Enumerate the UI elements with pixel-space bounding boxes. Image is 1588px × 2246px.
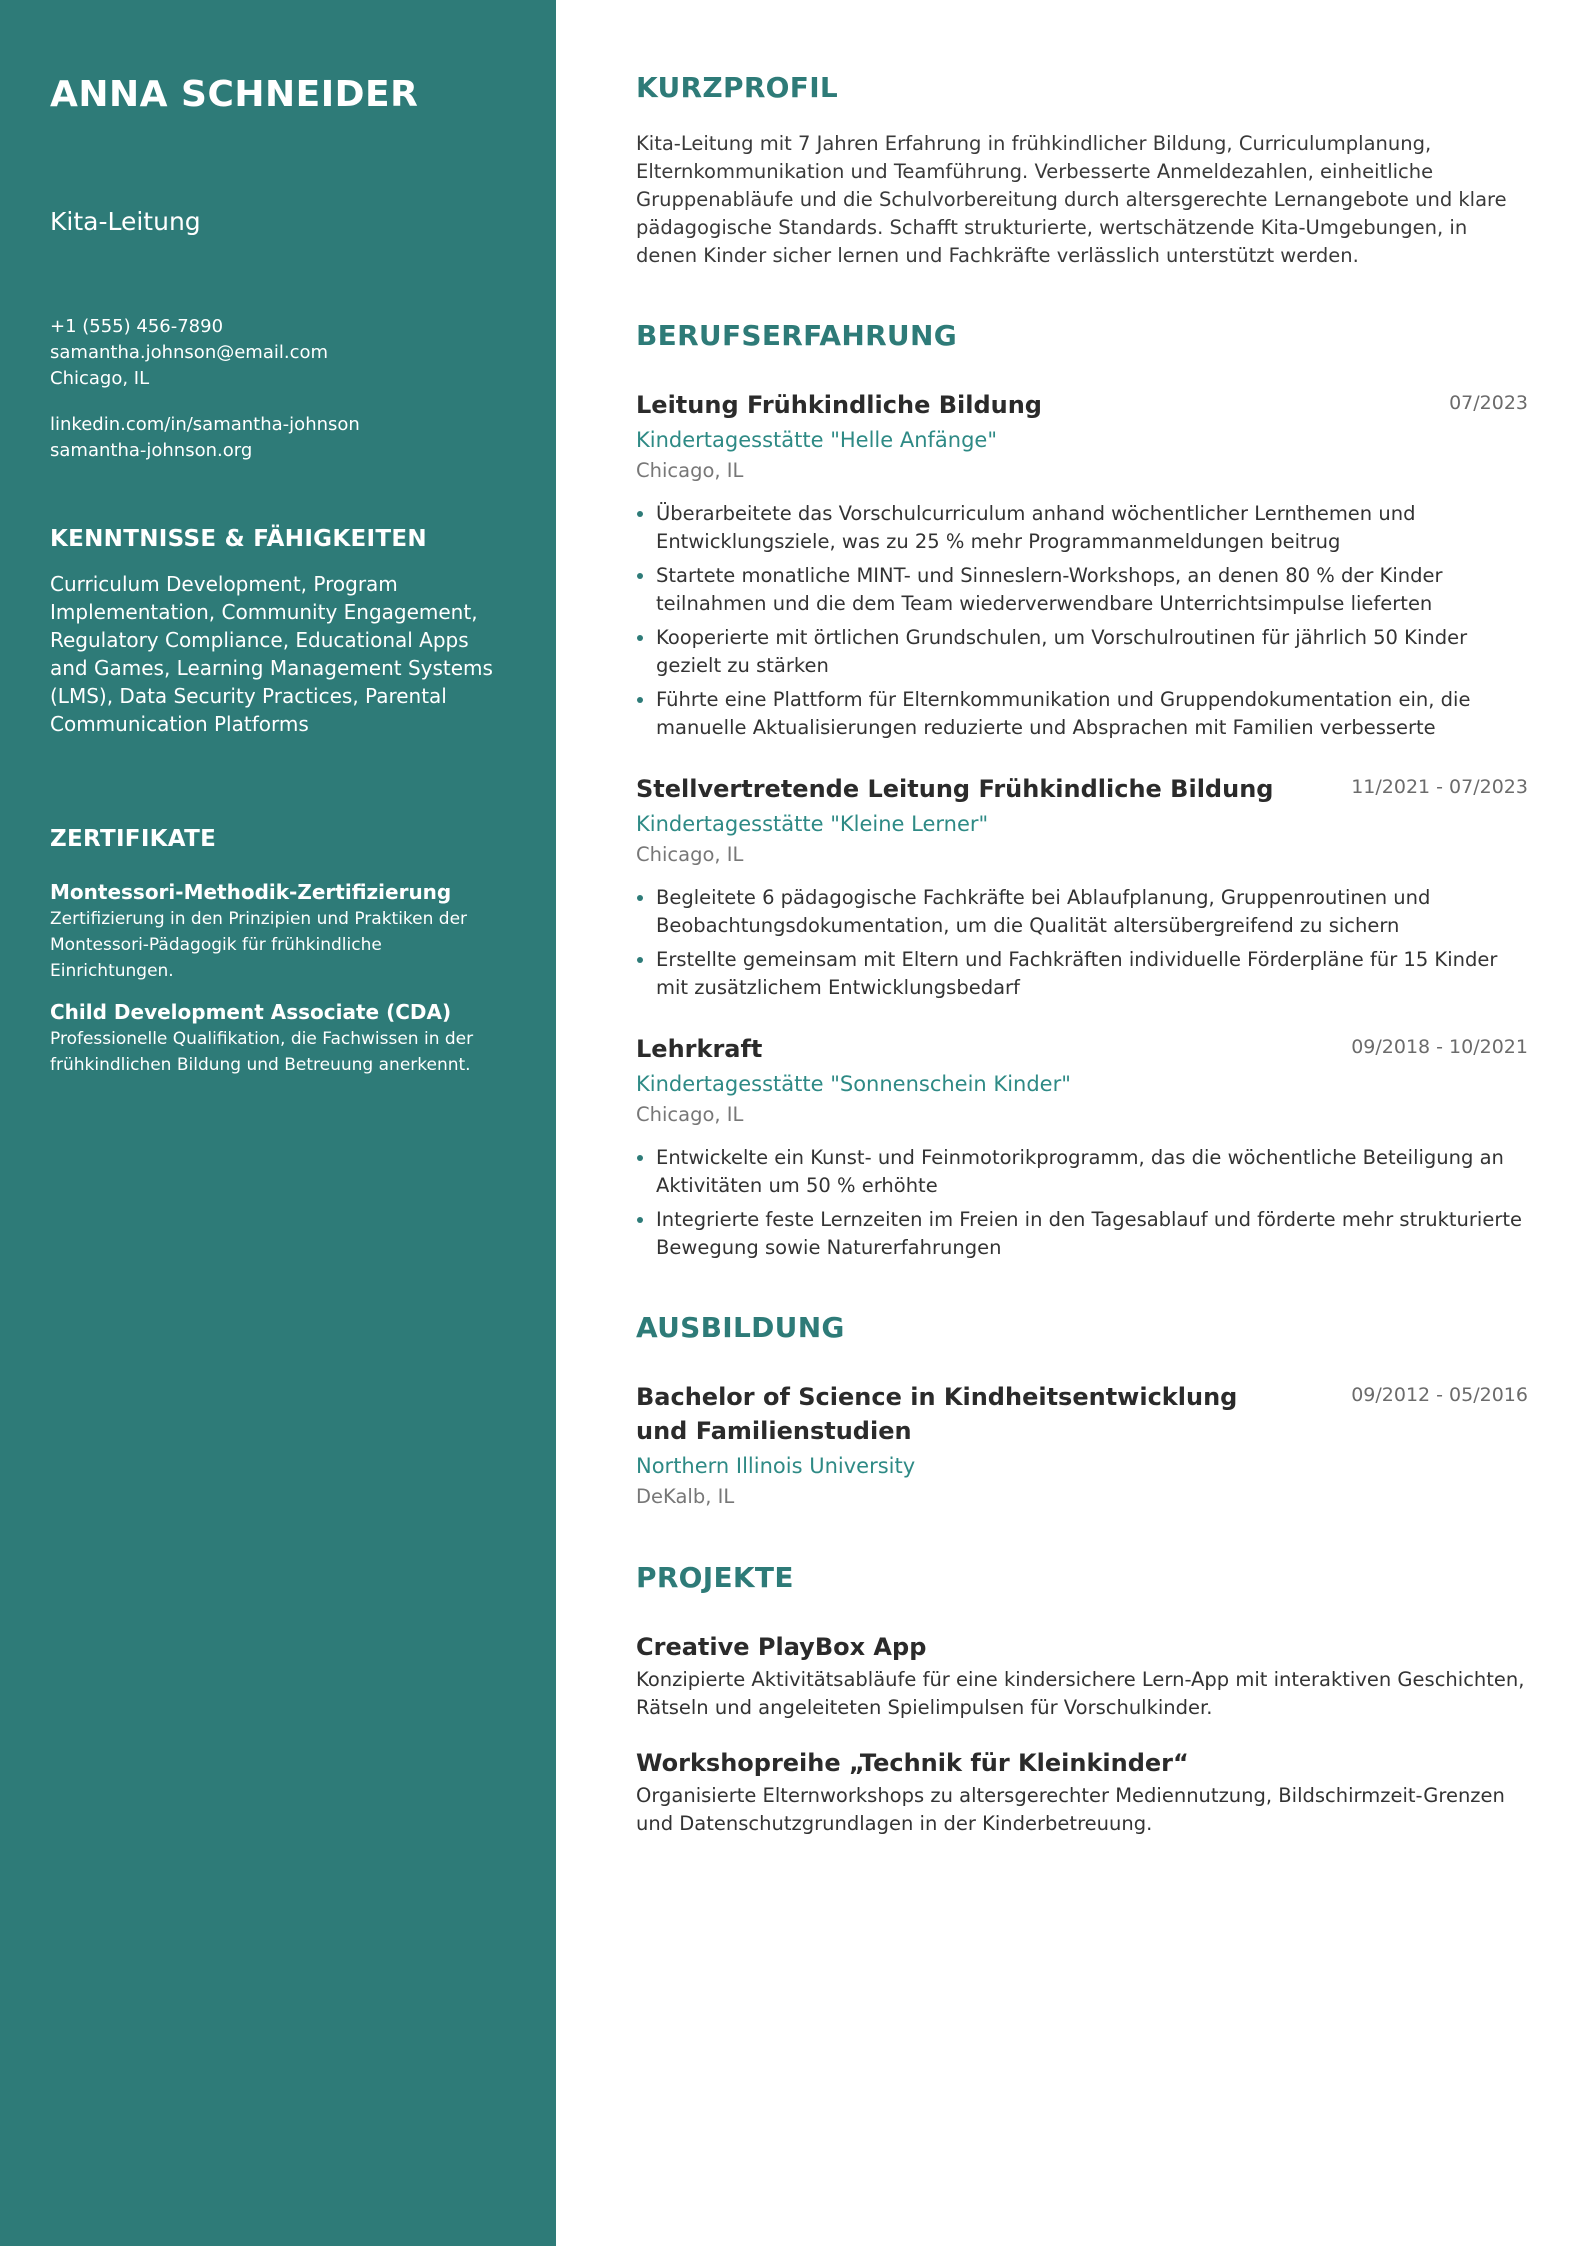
- education-entry: [636, 1380, 1528, 1512]
- email-text: samantha.johnson@email.com: [50, 342, 329, 363]
- job-title: Stellvertretende Leitung Frühkindliche Bildung: [636, 775, 1274, 803]
- project-title: Workshopreihe „Technik für Kleinkinder“: [636, 1749, 1189, 1777]
- certificate-name: Montessori-Methodik-Zertifizierung: [50, 880, 452, 904]
- job-date: 09/2018 - 10/2021: [1351, 1036, 1528, 1058]
- phone-text: +1 (555) 456-7890: [50, 316, 224, 337]
- achievement-list: [636, 500, 1528, 742]
- sidebar: [0, 0, 556, 2246]
- project-description: Organisierte Elternworkshops zu altersgerechter Mediennutzung, Bildschirmzeit-Grenzen und Datenschutzgrundlagen in der Kinderbetreuung.: [636, 1784, 1505, 1835]
- job-location: Chicago, IL: [636, 843, 744, 866]
- skills-heading: KENNTNISSE & FÄHIGKEITEN: [50, 526, 427, 552]
- education-date: 09/2012 - 05/2016: [1351, 1384, 1528, 1406]
- education-heading: AUSBILDUNG: [636, 1311, 845, 1344]
- project-description: Konzipierte Aktivitätsabläufe für eine kindersichere Lern-App mit interaktiven Geschichten, Rätseln und angeleiteten Spielimpulsen für Vorschulkinder.: [636, 1668, 1525, 1719]
- education-section: [636, 1310, 1528, 1512]
- job-location: Chicago, IL: [636, 1103, 744, 1126]
- job-date: 11/2021 - 07/2023: [1351, 776, 1528, 798]
- candidate-title: Kita-Leitung: [50, 207, 201, 236]
- summary-text: Kita-Leitung mit 7 Jahren Erfahrung in frühkindlicher Bildung, Curriculumplanung, Elternkommunikation und Teamführung. Verbesserte Anmeldezahlen, einheitliche Gruppenabläufe und die Schulvorbereitung durch altersgerechte Lernangebote und klare pädagogische Standards. Schafft strukturierte, wertschätzende Kita-Umgebungen, in denen Kinder sicher lernen und Fachkräfte verlässlich unterstützt werden.: [636, 132, 1507, 267]
- employer-name: Kindertagesstätte "Kleine Lerner": [636, 812, 989, 836]
- experience-section: [636, 318, 1528, 1262]
- projects-heading: PROJEKTE: [636, 1561, 794, 1594]
- location-text: Chicago, IL: [50, 368, 150, 389]
- projects-section: [636, 1560, 1528, 1838]
- employer-name: Kindertagesstätte "Sonnenschein Kinder": [636, 1072, 1071, 1096]
- contact-block: [50, 314, 506, 392]
- certificate-name: Child Development Associate (CDA): [50, 1000, 452, 1024]
- achievement-list: [636, 1144, 1528, 1262]
- certificate-item: [50, 998, 506, 1078]
- achievement-list: [636, 884, 1528, 1002]
- achievement-item: Kooperierte mit örtlichen Grundschulen, um Vorschulroutinen für jährlich 50 Kinder gezielt zu stärken: [636, 624, 1528, 680]
- website-link[interactable]: samantha-johnson.org: [50, 440, 253, 461]
- skills-text: Curriculum Development, Program Implementation, Community Engagement, Regulatory Compliance, Educational Apps and Games, Learning Management Systems (LMS), Data Security Practices, Parental Communication Platforms: [50, 572, 493, 736]
- links-block: [50, 412, 506, 464]
- achievement-item: Entwickelte ein Kunst- und Feinmotorikprogramm, das die wöchentliche Beteiligung an Aktivitäten um 50 % erhöhte: [636, 1144, 1528, 1200]
- achievement-item: Begleitete 6 pädagogische Fachkräfte bei Ablaufplanung, Gruppenroutinen und Beobachtungsdokumentation, um die Qualität altersübergreifend zu sichern: [636, 884, 1528, 940]
- experience-heading: BERUFSERFAHRUNG: [636, 319, 957, 352]
- summary-section: [636, 70, 1528, 270]
- achievement-item: Integrierte feste Lernzeiten im Freien in den Tagesablauf und förderte mehr strukturierte Bewegung sowie Naturerfahrungen: [636, 1206, 1528, 1262]
- experience-entry: [636, 772, 1528, 1002]
- project-title: Creative PlayBox App: [636, 1633, 927, 1661]
- certificates-heading: ZERTIFIKATE: [50, 826, 217, 852]
- job-title: Leitung Frühkindliche Bildung: [636, 391, 1042, 419]
- certificate-item: [50, 878, 506, 984]
- experience-entry: [636, 388, 1528, 742]
- achievement-item: Überarbeitete das Vorschulcurriculum anhand wöchentlicher Lernthemen und Entwicklungsziele, was zu 25 % mehr Programmanmeldungen beitrug: [636, 500, 1528, 556]
- project-entry: [636, 1630, 1528, 1722]
- job-location: Chicago, IL: [636, 459, 744, 482]
- degree-title: Bachelor of Science in Kindheitsentwicklung und Familienstudien: [636, 1383, 1238, 1445]
- achievement-item: Führte eine Plattform für Elternkommunikation und Gruppendokumentation ein, die manuelle Aktualisierungen reduzierte und Absprachen mit Familien verbesserte: [636, 686, 1528, 742]
- summary-heading: KURZPROFIL: [636, 71, 839, 104]
- experience-entry: [636, 1032, 1528, 1262]
- certificate-description: Zertifizierung in den Prinzipien und Praktiken der Montessori-Pädagogik für frühkindliche Einrichtungen.: [50, 909, 468, 981]
- candidate-name: ANNA SCHNEIDER: [50, 74, 419, 115]
- certificate-description: Professionelle Qualifikation, die Fachwissen in der frühkindlichen Bildung und Betreuung anerkennt.: [50, 1029, 474, 1075]
- linkedin-link[interactable]: linkedin.com/in/samantha-johnson: [50, 414, 360, 435]
- job-title: Lehrkraft: [636, 1035, 763, 1063]
- project-entry: [636, 1746, 1528, 1838]
- job-date: 07/2023: [1449, 392, 1528, 414]
- employer-name: Kindertagesstätte "Helle Anfänge": [636, 428, 997, 452]
- main-content: [556, 0, 1588, 2246]
- achievement-item: Erstellte gemeinsam mit Eltern und Fachkräften individuelle Förderpläne für 15 Kinder mit zusätzlichem Entwicklungsbedarf: [636, 946, 1528, 1002]
- school-name: Northern Illinois University: [636, 1454, 916, 1478]
- school-location: DeKalb, IL: [636, 1485, 735, 1508]
- achievement-item: Startete monatliche MINT- und Sinneslern-Workshops, an denen 80 % der Kinder teilnahmen und die dem Team wiederverwendbare Unterrichtsimpulse lieferten: [636, 562, 1528, 618]
